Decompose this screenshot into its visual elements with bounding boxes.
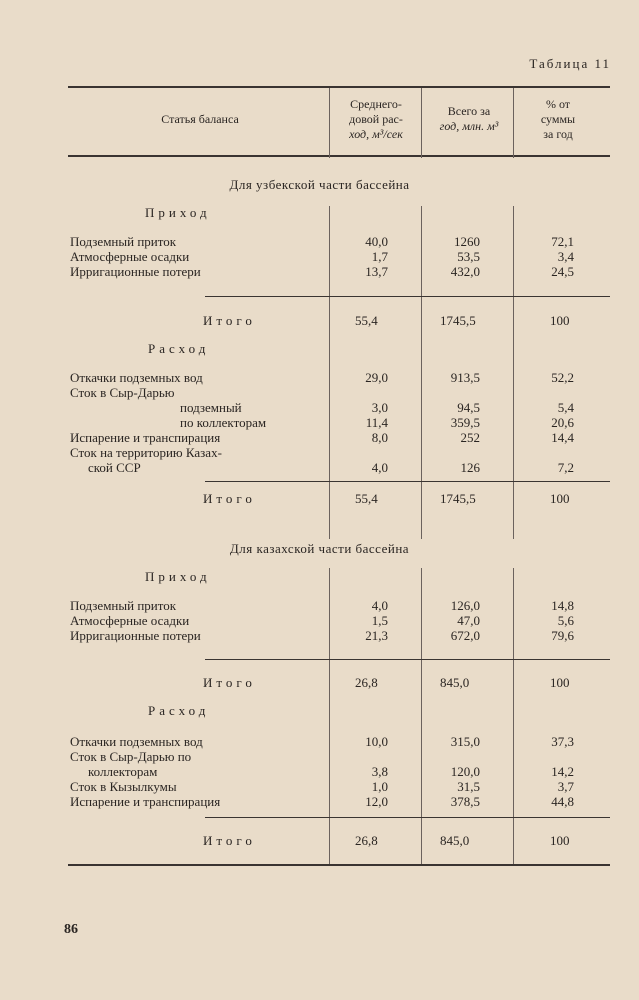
table-row: подземный 3,0 94,5 5,4 [180, 400, 574, 415]
table-row: по коллекторам 11,4 359,5 20,6 [180, 415, 574, 430]
table-row: Подземный приток 40,0 1260 72,1 [70, 234, 574, 249]
column-divider-3 [513, 88, 514, 158]
table-row: ской ССР 4,0 126 7,2 [88, 460, 574, 475]
total-rule [205, 296, 610, 297]
table-row: коллекторам 3,8 120,0 14,2 [88, 764, 574, 779]
total-rule [205, 659, 610, 660]
header-item: Статья баланса [161, 112, 239, 126]
table-row: Подземный приток 4,0 126,0 14,8 [70, 598, 574, 613]
table-row: Испарение и транспирация 8,0 252 14,4 [70, 430, 574, 445]
table-row: Сток на территорию Казах- [70, 445, 222, 460]
subheading-expense: Расход [148, 703, 210, 718]
table-row: Испарение и транспирация 12,0 378,5 44,8 [70, 794, 574, 809]
table-row: Откачки подземных вод 10,0 315,0 37,3 [70, 734, 574, 749]
table-row: Откачки подземных вод 29,0 913,5 52,2 [70, 370, 574, 385]
total-rule [205, 817, 610, 818]
header-top-rule [68, 86, 610, 88]
page-number: 86 [64, 922, 78, 937]
section-title-kazakh: Для казахской части бассейна [229, 541, 410, 556]
table-row: Сток в Кызылкумы 1,0 31,5 3,7 [70, 779, 574, 794]
header-bottom-rule [68, 155, 610, 157]
table-row: Ирригационные потери 13,7 432,0 24,5 [70, 264, 574, 279]
column-divider-1 [329, 88, 330, 158]
column-divider-2 [421, 88, 422, 158]
header-avg-flow: Среднего- довой рас- ход, м³/сек [349, 97, 403, 141]
table-row: Сток в Сыр-Дарью [70, 385, 175, 400]
table-row: Атмосферные осадки 1,5 47,0 5,6 [70, 613, 574, 628]
table-caption: Таблица 11 [529, 56, 611, 71]
subheading-income: Приход [145, 569, 211, 584]
subheading-income: Приход [145, 205, 211, 220]
header-total-year: Всего за год, млн. м³ [439, 104, 499, 133]
subheading-expense: Расход [148, 341, 210, 356]
table-row: Ирригационные потери 21,3 672,0 79,6 [70, 628, 574, 643]
section-title-uzbek: Для узбекской части бассейна [229, 177, 410, 192]
header-percent: % от суммы за год [540, 97, 576, 141]
table-bottom-rule [68, 864, 610, 866]
book-page: Таблица 11 Статья баланса Среднего- довой рас- ход, м³/сек Всего за год, млн. м³ % от суммы за год Для узбекской части бассейна Приход Подземный приток 40,0 1260 72,1 Атмосферные осадки 1,7 53,5 3,4 Ирригационные потери 13,7 432,0 24,5 Итого 55,4 1745,5 100 Расход Откачки подземных вод 29,0 913,5 52,2 Сток в Сыр-Дарью подземный 3,0 94,5 5,4 по коллекторам 11,4 359,5 20,6 Испарение и транспирация 8,0 252 14,4 Сток на территорию Казах- ской ССР 4,0 126 7,2 Итого 55,4 1745,5 100 Для казахской части бассейна Приход Подземный приток 4,0 126,0 14,8 Атмосферные осадки 1,5 47,0 5,6 Ирригационные потери 21,3 672,0 79,6 Итого 26,8 845,0 100 Расход Откачки подземных вод 10,0 315,0 37,3 Сток в Сыр-Дарью по коллекторам 3,8 120,0 14,2 Сток в Кызылкумы 1,0 31,5 3,7 Испарение и транспирация 12,0 378,5 44,8 Итого 26,8 845,0 100 86 [0, 0, 639, 1000]
table-row: Сток в Сыр-Дарью по [70, 749, 192, 764]
total-rule [205, 481, 610, 482]
table-row: Атмосферные осадки 1,7 53,5 3,4 [70, 249, 574, 264]
